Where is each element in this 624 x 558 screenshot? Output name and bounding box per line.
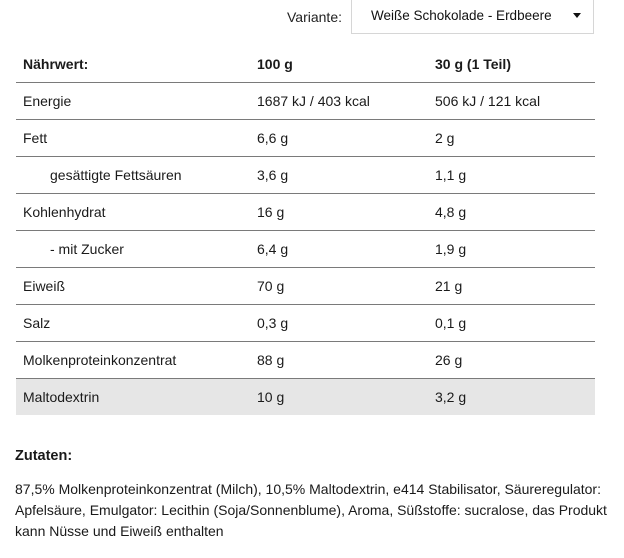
header-per-100g: 100 g <box>250 46 428 83</box>
table-row-highlighted <box>16 379 595 416</box>
value-per-serving: 21 g <box>428 268 595 305</box>
value-per-100g: 0,3 g <box>250 305 428 342</box>
nutrient-name: gesättigte Fettsäuren <box>16 157 250 194</box>
table-header-row <box>16 46 595 83</box>
variant-selector-row <box>0 0 624 34</box>
table-row <box>16 305 595 342</box>
variant-label: Variante: <box>287 9 342 25</box>
variant-dropdown[interactable] <box>351 0 594 34</box>
variant-selected-value: Weiße Schokolade - Erdbeere <box>371 8 552 23</box>
value-per-100g: 6,6 g <box>250 120 428 157</box>
value-per-100g: 6,4 g <box>250 231 428 268</box>
nutrition-table <box>16 46 595 415</box>
value-per-100g: 70 g <box>250 268 428 305</box>
nutrient-name: Maltodextrin <box>16 379 250 416</box>
value-per-100g: 16 g <box>250 194 428 231</box>
value-per-serving: 4,8 g <box>428 194 595 231</box>
value-per-serving: 1,1 g <box>428 157 595 194</box>
table-row <box>16 157 595 194</box>
value-per-100g: 1687 kJ / 403 kcal <box>250 83 428 120</box>
table-row <box>16 231 595 268</box>
header-nutrient: Nährwert: <box>16 46 250 83</box>
table-row <box>16 120 595 157</box>
table-row <box>16 342 595 379</box>
nutrient-name: Eiweiß <box>16 268 250 305</box>
table-row <box>16 268 595 305</box>
header-per-serving: 30 g (1 Teil) <box>428 46 595 83</box>
nutrient-name: Energie <box>16 83 250 120</box>
value-per-serving: 0,1 g <box>428 305 595 342</box>
value-per-100g: 10 g <box>250 379 428 416</box>
value-per-serving: 2 g <box>428 120 595 157</box>
value-per-serving: 26 g <box>428 342 595 379</box>
table-row <box>16 83 595 120</box>
nutrient-name: Fett <box>16 120 250 157</box>
nutrient-name: - mit Zucker <box>16 231 250 268</box>
value-per-serving: 506 kJ / 121 kcal <box>428 83 595 120</box>
chevron-down-icon <box>573 13 581 18</box>
value-per-100g: 3,6 g <box>250 157 428 194</box>
nutrient-name: Kohlenhydrat <box>16 194 250 231</box>
value-per-serving: 1,9 g <box>428 231 595 268</box>
ingredients-text: 87,5% Molkenproteinkonzentrat (Milch), 10,5% Maltodextrin, e414 Stabilisator, Säureregulator: Apfelsäure, Emulgator: Lecithin (Soja/Sonnenblume), Aroma, Süßstoffe: sucralose, das Produkt kann Nüsse und Eiweiß enthalten <box>15 481 607 539</box>
value-per-serving: 3,2 g <box>428 379 595 416</box>
ingredients-title: Zutaten: <box>15 448 73 464</box>
value-per-100g: 88 g <box>250 342 428 379</box>
table-row <box>16 194 595 231</box>
nutrient-name: Salz <box>16 305 250 342</box>
nutrient-name: Molkenproteinkonzentrat <box>16 342 250 379</box>
